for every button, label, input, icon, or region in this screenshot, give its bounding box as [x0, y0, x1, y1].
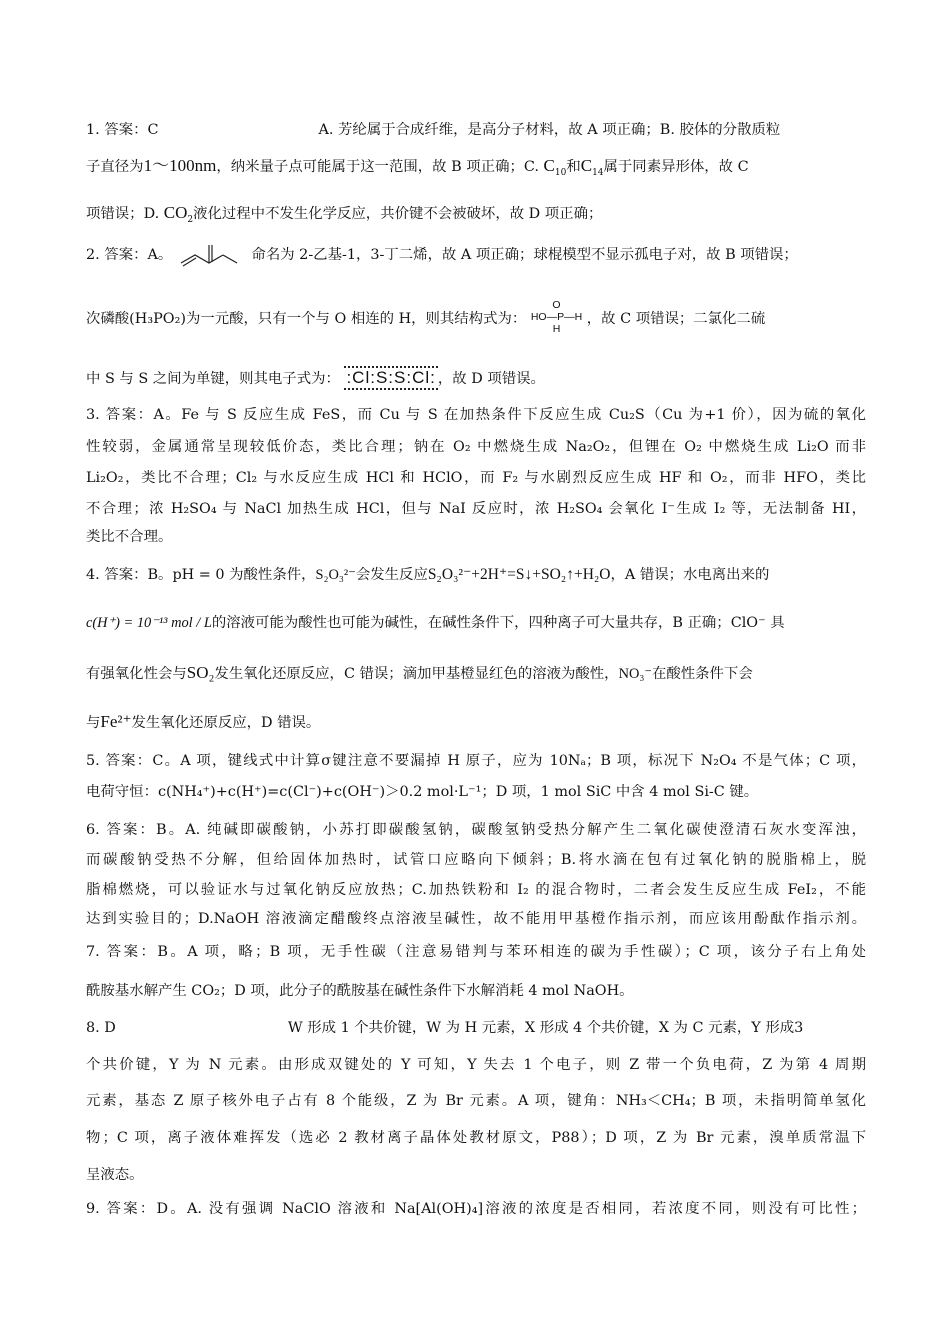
q4-equation: S₂O₃²⁻+2H⁺=S↓+SO₂↑+H₂O: [427, 566, 611, 583]
q1-line-3: [86, 203, 866, 224]
q1-co2-sub: 2: [187, 214, 194, 225]
q1-text-a: A. 芳纶属于合成纤维，是高分子材料，故 A 项正确；B. 胶体的分散质粒: [318, 122, 781, 138]
q2-line-3: [86, 366, 866, 390]
bond-line: [181, 255, 223, 263]
q8-line-3: 元素，基态 Z 原子核外电子占有 8 个能级，Z 为 Br 元素。A 项，键角：NH₃＜CH₄；B 项，未指明简单氢化: [86, 1093, 866, 1109]
q2-line-2: [86, 301, 866, 337]
struct-mid: HO—P—H: [530, 311, 583, 323]
q1-label: 1. 答案：C: [86, 122, 159, 138]
q6-line-3: 脂棉燃烧，可以验证水与过氧化钠反应放热；C.加热铁粉和 I₂ 的混合物时，二者会发生反应生成 FeI₂，不能: [86, 882, 866, 898]
q2-text-c: ，故 C 项错误；二氯化二硫: [586, 311, 766, 327]
q8-label: 8. D: [86, 1020, 116, 1036]
q1-c10-sub: 10: [554, 167, 567, 178]
h3po2-structural-formula: [531, 299, 582, 335]
q4-line-4: [86, 712, 866, 733]
q2-text-d: 中 S 与 S 之间为单键，则其电子式为：: [86, 371, 340, 387]
q4-fe2: Fe²⁺: [100, 712, 132, 731]
q8-line-4: 物；C 项，离子液体难挥发（选必 2 教材离子晶体处教材原文，P88）；D 项，Z 为 Br 元素，溴单质常温下: [86, 1130, 866, 1146]
q1-range: 1～100nm: [143, 156, 217, 175]
struct-o: O: [552, 299, 561, 311]
q1-text-e: 项错误；D.: [86, 206, 160, 222]
q4-thiosulfate: S₂O₃²⁻: [315, 567, 356, 583]
q3-line-1: 3. 答案：A。Fe 与 S 反应生成 FeS，而 Cu 与 S 在加热条件下反应生成 Cu₂S（Cu 为+1 价），因为硫的氧化: [86, 407, 866, 423]
q1-text-c: ，纳米量子点可能属于这一范围，故 B 项正确；C.: [216, 159, 539, 175]
q4-line-3: [86, 663, 866, 684]
q1-co2: CO: [163, 203, 188, 222]
q7-line-2: 酰胺基水解产生 CO₂；D 项，此分子的酰胺基在碱性条件下水解消耗 4 mol NaOH。: [86, 983, 634, 999]
q4-so2: SO₂: [186, 663, 215, 682]
q3-line-5: 类比不合理。: [86, 529, 173, 545]
q6-line-2: 而碳酸钠受热不分解，但给固体加热时，试管口应略向下倾斜；B.将水滴在包有过氧化钠的脱脂棉上，脱: [86, 852, 866, 868]
q1-text-b: 子直径为: [86, 159, 144, 175]
q4-line-1: [86, 565, 866, 585]
q6-line-1: 6. 答案：B。A. 纯碱即碳酸钠，小苏打即碳酸氢钠，碳酸氢钠受热分解产生二氧化碳使澄清石灰水变浑浊，: [86, 822, 866, 838]
q8-line-1: [86, 1018, 866, 1038]
q7-line-1: 7. 答案：B。A 项，略；B 项，无手性碳（注意易错判与苯环相连的碳为手性碳）；C 项，该分子右上角处: [86, 944, 866, 960]
q4-text-f: 在酸性条件下会: [651, 666, 753, 682]
q9-line-1: 9. 答案：D。A. 没有强调 NaClO 溶液和 Na[Al(OH)₄]溶液的浓度是否相同，若浓度不同，则没有可比性；: [86, 1201, 866, 1217]
q2-line-1: [86, 241, 866, 269]
q4-text-h: 发生氧化还原反应，D 错误。: [131, 715, 321, 731]
q2-text-a: 命名为 2-乙基-1，3-丁二烯，故 A 项正确；球棍模型不显示孤电子对，故 B 项错误；: [251, 247, 798, 263]
q1-text-d: 属于同素异形体，故 C: [603, 159, 749, 175]
struct-h: H: [552, 323, 561, 335]
q6-line-4: 达到实验目的；D.NaOH 溶液滴定醋酸终点溶液呈碱性，故不能用甲基橙作指示剂，而应该用酚酞作指示剂。: [86, 911, 866, 927]
q1-text-f: 液化过程中不发生化学反应，共价键不会被破坏，故 D 项正确；: [193, 206, 603, 222]
bond-line: [223, 255, 237, 263]
q1-c10-symbol: C: [543, 156, 555, 175]
q4-nitrate: NO₃⁻: [618, 666, 652, 682]
q2-label: 2. 答案：A。: [86, 247, 173, 263]
q5-line-2: 电荷守恒：c(NH₄⁺)+c(H⁺)=c(Cl⁻)+c(OH⁻)＞0.2 mol·L⁻¹；D 项，1 mol SiC 中含 4 mol Si-C 键。: [86, 784, 759, 800]
butadiene-skeletal-formula: [177, 241, 247, 269]
q4-line-2: [86, 613, 866, 633]
q5-line-1: 5. 答案：C。A 项，键线式中计算σ键注意不要漏掉 H 原子，应为 10Nₐ；B 项，标况下 N₂O₄ 不是气体；C 项，: [86, 753, 866, 769]
q4-text-d: 有强氧化性会与: [86, 666, 187, 682]
q4-label: 4. 答案：B。pH = 0 为酸性条件，: [86, 567, 316, 583]
q1-c14-sub: 14: [592, 167, 604, 178]
q4-text-e: 发生氧化还原反应，C 错误；滴加甲基橙显红色的溶液为酸性，: [214, 666, 619, 682]
q4-text-c: 的溶液可能为酸性也可能为碱性，在碱性条件下，四种离子可大量共存，B 正确；ClO⁻ 具: [211, 615, 785, 631]
q3-line-2: 性较弱，金属通常呈现较低价态，类比合理；钠在 O₂ 中燃烧生成 Na₂O₂，但锂在 O₂ 中燃烧生成 Li₂O 而非: [86, 439, 866, 455]
q1-c14-symbol: C: [580, 156, 593, 175]
q4-concentration: c(H⁺) = 10⁻¹³ mol / L: [86, 615, 212, 631]
q2-text-b: 次磷酸(H₃PO₂)为一元酸，只有一个与 O 相连的 H，则其结构式为：: [86, 311, 527, 327]
s2cl2-electron-formula: :Cl:S:S:Cl:: [344, 366, 437, 390]
q4-text-b: ，A 错误；水电离出来的: [610, 567, 770, 583]
q1-line-1: [86, 120, 866, 140]
q4-text-a: 会发生反应: [355, 567, 428, 583]
q8-line-2: 个共价键，Y 为 N 元素。由形成双键处的 Y 可知，Y 失去 1 个电子，则 Z 带一个负电荷，Z 为第 4 周期: [86, 1057, 866, 1073]
q4-text-g: 与: [86, 715, 101, 731]
q2-text-e: ，故 D 项错误。: [437, 371, 545, 387]
q8-line-5: 呈液态。: [86, 1167, 144, 1183]
q3-line-4: 不合理；浓 H₂SO₄ 与 NaCl 加热生成 HCl，但与 NaI 反应时，浓 H₂SO₄ 会氧化 I⁻生成 I₂ 等，无法制备 HI，: [86, 501, 866, 517]
q1-and: 和: [566, 159, 581, 175]
q1-line-2: [86, 156, 866, 177]
double-bond-line: [183, 258, 196, 266]
q3-line-3: Li₂O₂，类比不合理；Cl₂ 与水反应生成 HCl 和 HClO，而 F₂ 与水剧烈反应生成 HF 和 O₂，而非 HFO，类比: [86, 470, 866, 486]
q8-text-a: W 形成 1 个共价键，W 为 H 元素，X 形成 4 个共价键，X 为 C 元素，Y 形成3: [287, 1020, 804, 1036]
